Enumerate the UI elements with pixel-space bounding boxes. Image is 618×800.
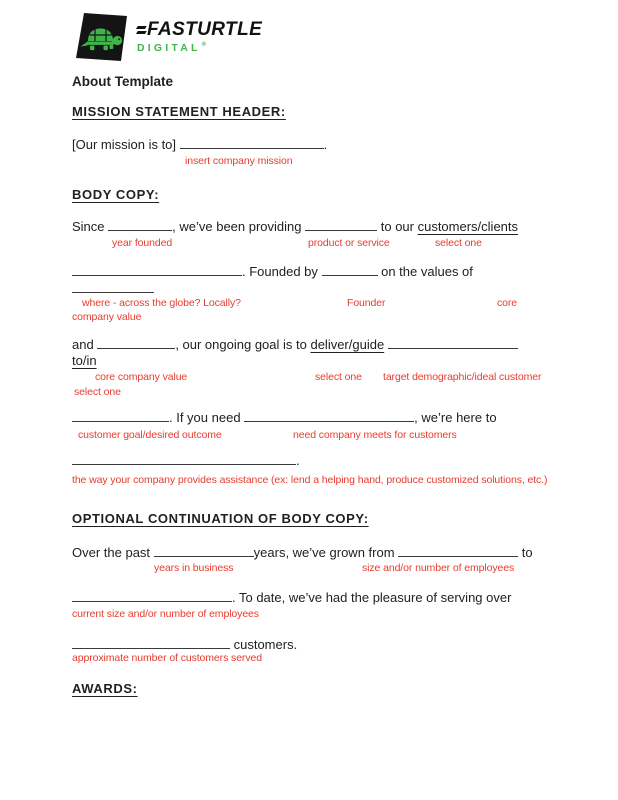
grown-hint-row [72, 562, 558, 575]
todate-line [72, 589, 511, 606]
hint-size-employees: size and/or number of employees [362, 562, 515, 574]
hint-years-in-business: years in business [154, 562, 234, 574]
blank-assistance [72, 452, 296, 465]
since-underlined-choice: customers/clients [417, 219, 519, 234]
goal-toin-line [72, 353, 97, 369]
hint-select-one-3: select one [74, 386, 121, 398]
founded-hint-row-2 [72, 311, 558, 324]
hint-company-value: company value [72, 311, 142, 323]
grown-text-1: Over the past [72, 545, 154, 560]
customers-text-1: customers. [230, 637, 298, 652]
since-text-2: , we’ve been providing [172, 219, 306, 234]
body-copy-header: BODY COPY: [72, 187, 160, 202]
mission-text-1: [Our mission is to] [72, 137, 180, 152]
page-title: About Template [72, 74, 173, 89]
goal-underlined-choice: deliver/guide [310, 337, 385, 352]
need-line [72, 409, 497, 426]
blank-need-company-meets [244, 409, 414, 422]
need-text-1: . If you need [169, 410, 245, 425]
blank-size-employees [398, 544, 518, 557]
hint-year-founded: year founded [112, 237, 173, 249]
hint-customers-served: approximate number of customers served [72, 652, 262, 664]
mission-hint-row [72, 155, 558, 168]
need-text-2: , we’re here to [414, 410, 497, 425]
hint-product-or-service: product or service [308, 237, 390, 249]
assist-line [72, 452, 300, 469]
goal-underlined-toin: to/in [72, 353, 97, 368]
logo-sub-word [137, 42, 262, 54]
need-hint-row [72, 429, 558, 442]
registered-mark-icon: ® [201, 42, 207, 48]
customers-hint-row [72, 652, 558, 665]
grown-line [72, 544, 533, 561]
hint-customer-goal: customer goal/desired outcome [78, 429, 222, 441]
optional-header: OPTIONAL CONTINUATION OF BODY COPY: [72, 511, 369, 526]
mission-header: MISSION STATEMENT HEADER: [72, 104, 286, 119]
hint-select-one-2: select one [315, 371, 362, 383]
hint-founder: Founder [347, 297, 386, 309]
founded-extra-blank-line [72, 280, 154, 297]
grown-text-3: to [518, 545, 533, 560]
logo-brand-word: FASTURTLE [147, 19, 263, 40]
brand-f-bars-icon [137, 23, 147, 38]
hint-assistance: the way your company provides assistance (ex: lend a helping hand, produce customized solutions, etc.) [72, 474, 548, 486]
todate-hint-row [72, 608, 558, 621]
blank-target-demographic [388, 336, 518, 349]
blank-year-founded [108, 218, 172, 231]
blank-customers-served [72, 636, 230, 649]
blank-core-company-value [72, 280, 154, 293]
grown-text-2: years, we’ve grown from [253, 545, 399, 560]
goal-hint-row-2 [72, 386, 558, 399]
mission-text-2: . [323, 137, 328, 152]
goal-text-1: and [72, 337, 98, 352]
since-text-3: to our [377, 219, 418, 234]
since-hint-row [72, 237, 558, 250]
blank-company-mission [180, 136, 324, 149]
founded-hint-row-1 [72, 297, 558, 310]
blank-core-value-2 [97, 336, 175, 349]
hint-target-demographic: target demographic/ideal customer [383, 371, 542, 383]
blank-founder [322, 263, 378, 276]
founded-line [72, 263, 473, 280]
hint-select-one-1: select one [435, 237, 482, 249]
founded-text-1: . Founded by [242, 264, 322, 279]
customers-line [72, 636, 297, 653]
logo-text [137, 20, 262, 54]
hint-current-size: current size and/or number of employees [72, 608, 259, 620]
goal-line [72, 336, 518, 353]
goal-text-2: , our ongoing goal is to [175, 337, 311, 352]
blank-product-or-service [305, 218, 377, 231]
blank-where [72, 263, 242, 276]
fasturtle-logo [76, 13, 262, 61]
founded-text-2: on the values of [377, 264, 473, 279]
blank-customer-goal [72, 409, 169, 422]
logo-wordmark [137, 20, 262, 40]
assist-text-1: . [296, 453, 300, 468]
assist-hint-row [72, 474, 558, 487]
logo-sub-text: DIGITAL [137, 42, 201, 54]
hint-core-company-value: core company value [95, 371, 188, 383]
blank-current-size [72, 589, 232, 602]
awards-header: AWARDS: [72, 681, 138, 696]
todate-text-1: . To date, we’ve had the pleasure of serving over [232, 590, 512, 605]
goal-hint-row-1 [72, 371, 558, 384]
hint-core: core [497, 297, 518, 309]
mission-line [72, 136, 327, 153]
since-text-1: Since [72, 219, 109, 234]
hint-where: where - across the globe? Locally? [82, 297, 241, 309]
turtle-icon [76, 13, 128, 61]
blank-years-in-business [154, 544, 254, 557]
since-line [72, 218, 518, 235]
hint-insert-company-mission: insert company mission [185, 155, 293, 167]
hint-need-company-meets: need company meets for customers [293, 429, 457, 441]
